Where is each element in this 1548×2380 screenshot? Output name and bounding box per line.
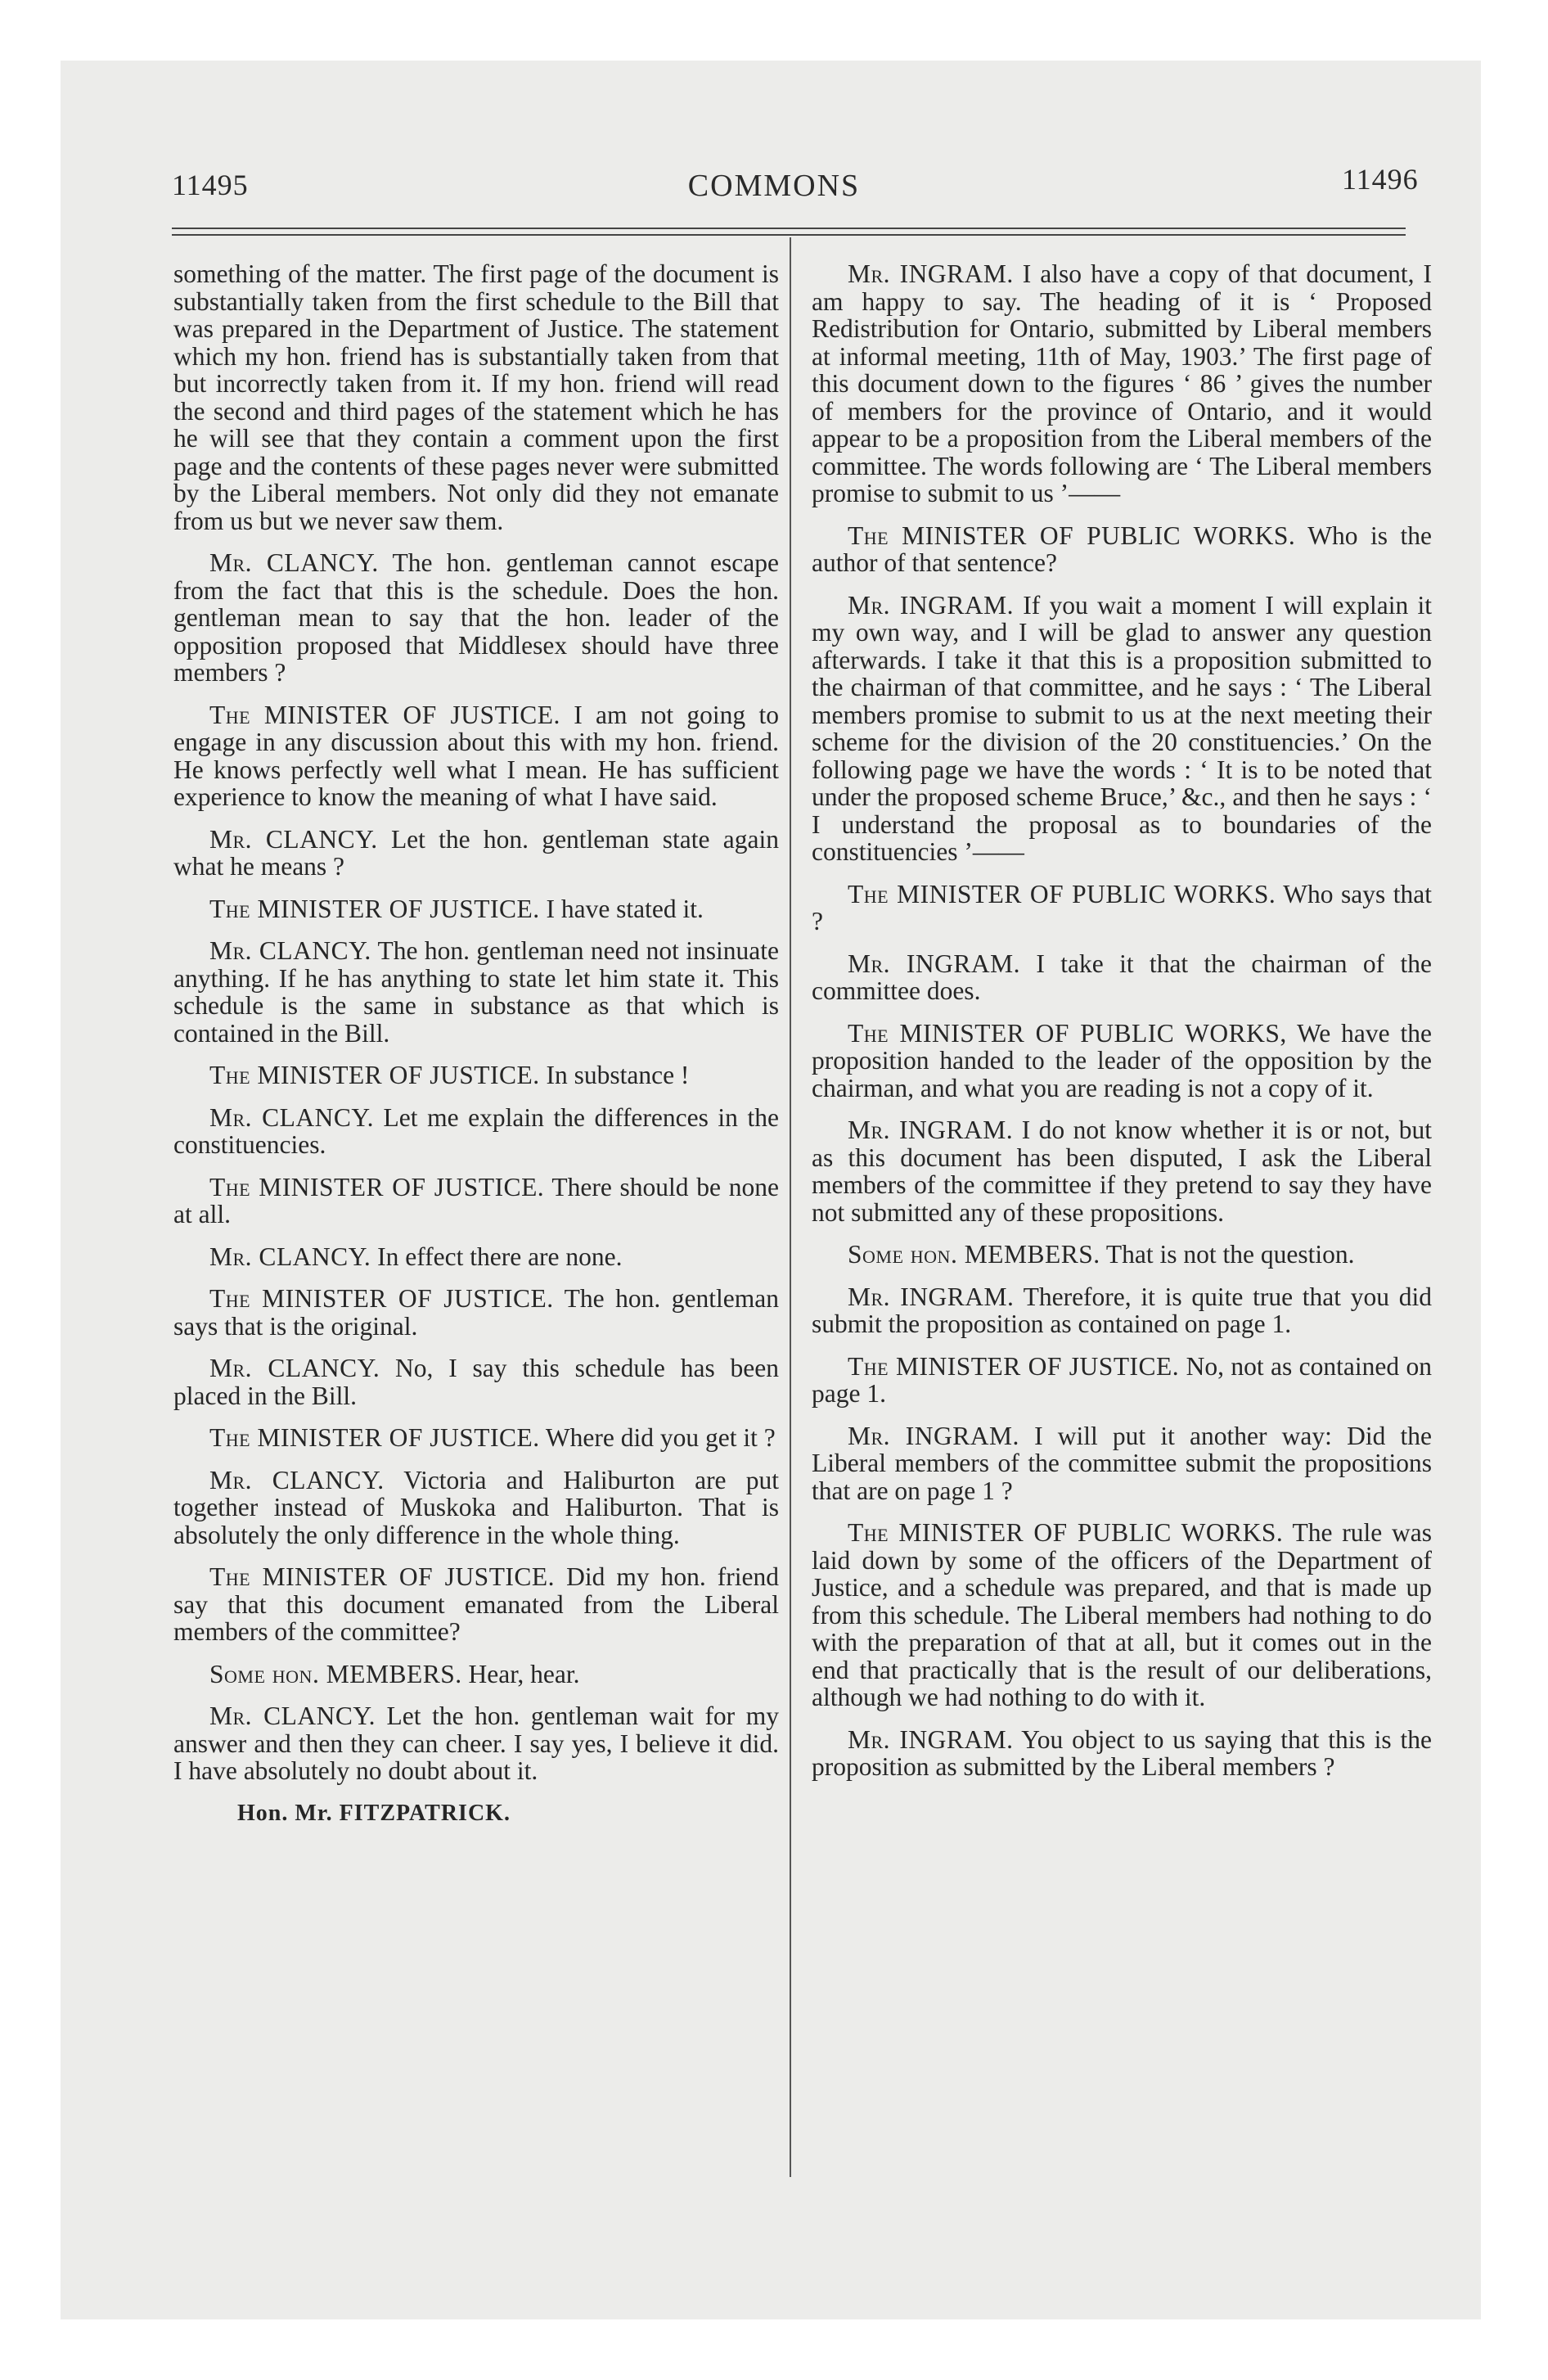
paragraph	[173, 1243, 779, 1271]
speech-text: There should be none at all.	[173, 1172, 779, 1228]
speech-text: Who says that ?	[812, 879, 1432, 935]
speaker: Mr. INGRAM.	[848, 1421, 1019, 1450]
speaker: Mr. CLANCY.	[209, 1242, 371, 1271]
left-column	[173, 260, 779, 1827]
speech-text: Let the hon. gentleman state again what he means ?	[173, 824, 779, 881]
paragraph	[173, 1062, 779, 1089]
speaker: The MINISTER OF PUBLIC WORKS.	[848, 879, 1276, 908]
left-page-number: 11495	[172, 169, 249, 201]
paragraph	[812, 1726, 1432, 1781]
right-column	[812, 260, 1432, 1796]
speech-text: Where did you get it ?	[545, 1423, 776, 1452]
paragraph	[812, 1519, 1432, 1711]
speech-text: I do not know whether it is or not, but as this document has been disputed, I ask the Liberal members of the committee if they pretend to say they have not submitted any of these propositions.	[812, 1116, 1432, 1227]
speaker: Some hon. MEMBERS.	[848, 1240, 1100, 1269]
speech-text: In effect there are none.	[377, 1242, 623, 1271]
right-page-number: 11496	[1342, 163, 1419, 196]
speaker: Mr. INGRAM.	[848, 949, 1021, 978]
paragraph	[812, 1020, 1432, 1102]
speech-text: Therefore, it is quite true that you did submit the proposition as contained on page 1.	[812, 1282, 1432, 1338]
speech-text: We have the proposition handed to the leader of the opposition by the chairman, and what you are reading is not a copy of it.	[812, 1018, 1432, 1102]
speaker: The MINISTER OF JUSTICE.	[209, 1284, 554, 1313]
speech-text: No, I say this schedule has been placed in the Bill.	[173, 1354, 779, 1410]
speech-text: The rule was laid down by some of the officers of the Department of Justice, and a schedule was prepared, and that is made up from this schedule. The Liberal members had nothing to do with the preparation of that at all, but it comes out in the end that practically that is the result of our deliberations, although we had nothing to do with it.	[812, 1518, 1432, 1711]
paragraph	[812, 950, 1432, 1005]
speech-text: I also have a copy of that document, I am happy to say. The heading of it is ‘ Proposed Redistribution for Ontario, submitted by Liberal members at informal meeting, 11th of May, 1903.’ The first page of this document down to the figures ‘ 86 ’ gives the number of members for the province of Ontario, and it would appear to be a proposition from the Liberal members of the committee. The words following are ‘ The Liberal members promise to submit to us ’——	[812, 259, 1433, 507]
speaker: Mr. CLANCY.	[209, 1465, 385, 1494]
speech-text: I take it that the chairman of the committee does.	[812, 949, 1432, 1005]
paragraph	[812, 1283, 1432, 1338]
speech-text: That is not the question.	[1105, 1240, 1355, 1269]
speech-text: I will put it another way: Did the Liberal members of the committee submit the propositions that are on page 1 ?	[812, 1421, 1433, 1505]
speech-text: Did my hon. friend say that this document emanated from the Liberal members of the committee?	[173, 1562, 779, 1646]
paragraph	[173, 937, 779, 1047]
speech-text: The hon. gentleman need not insinuate anything. If he has anything to state let him state it. This schedule is the same in substance as that which is contained in the Bill.	[173, 936, 779, 1048]
speaker: The MINISTER OF JUSTICE.	[209, 894, 540, 923]
paragraph	[173, 1174, 779, 1228]
speaker: The MINISTER OF PUBLIC WORKS,	[848, 1018, 1287, 1048]
speech-text: The hon. gentleman cannot escape from the fact that this is the schedule. Does the hon. gentleman mean to say that the hon. leader of the opposition proposed that Middlesex should have three members ?	[173, 548, 779, 687]
column-divider	[790, 237, 791, 2177]
speaker: The MINISTER OF JUSTICE.	[209, 700, 560, 729]
speech-text: Who is the author of that sentence?	[812, 521, 1433, 577]
speech-text: something of the matter. The first page of the document is substantially taken from the first schedule to the Bill that was prepared in the Department of Justice. The statement which my hon. friend has is substantially taken from that but incorrectly taken from it. If my hon. friend will read the second and third pages of the statement which he has he will see that they contain a comment upon the first page and the contents of these pages never were submitted by the Liberal members. Not only did they not emanate from us but we never saw them.	[173, 259, 779, 535]
speech-text: If you wait a moment I will explain it my own way, and I will be glad to answer any question afterwards. I take it that this is a proposition submitted to the chairman of that committee, and he says : ‘ The Liberal members promise to submit to us at the next meeting their scheme for the division of the 20 constituencies.’ On the following page we have the words : ‘ It is to be noted that under the proposed scheme Bruce,’ &c., and then he says : ‘ I understand the proposal as to boundaries of the constituencies ’——	[812, 590, 1432, 866]
speaker: The MINISTER OF PUBLIC WORKS.	[848, 521, 1296, 550]
speaker: Mr. INGRAM.	[848, 1116, 1014, 1144]
speech-text: I have stated it.	[546, 894, 704, 923]
speaker: Mr. CLANCY.	[209, 1102, 374, 1132]
speech-text: Victoria and Haliburton are put together instead of Muskoka and Haliburton. That is absolutely the only difference in the whole thing.	[173, 1465, 779, 1549]
paragraph	[173, 1702, 779, 1785]
paragraph	[173, 1104, 779, 1159]
paragraph	[173, 1661, 779, 1688]
paragraph	[812, 260, 1432, 507]
speaker: Mr. CLANCY.	[209, 548, 379, 577]
speaker: The MINISTER OF JUSTICE.	[209, 1061, 540, 1089]
paragraph	[812, 1241, 1432, 1269]
speaker: Mr. INGRAM.	[848, 1282, 1015, 1311]
speaker: Mr. CLANCY.	[209, 1702, 376, 1730]
speaker: Mr. INGRAM.	[848, 590, 1014, 620]
paragraph	[812, 1422, 1432, 1505]
speaker: The MINISTER OF PUBLIC WORKS.	[848, 1518, 1284, 1547]
header-rule-top	[172, 228, 1406, 229]
paragraph	[173, 1467, 779, 1549]
speaker: The MINISTER OF JUSTICE.	[209, 1562, 556, 1591]
speech-text: No, not as contained on page 1.	[812, 1351, 1433, 1408]
speech-text: You object to us saying that this is the proposition as submitted by the Liberal members ?	[812, 1724, 1432, 1781]
speaker: Mr. INGRAM.	[848, 259, 1014, 288]
header-rule-bottom	[172, 234, 1406, 236]
speaker: Mr. CLANCY.	[209, 1354, 380, 1382]
speech-text: I am not going to engage in any discussion about this with my hon. friend. He knows perfectly well what I mean. He has sufficient experience to know the meaning of what I have said.	[173, 700, 780, 811]
speaker-signature: Hon. Mr. FITZPATRICK.	[237, 1800, 511, 1826]
paragraph	[173, 826, 779, 881]
speaker: The MINISTER OF JUSTICE.	[848, 1351, 1180, 1381]
paragraph	[173, 1424, 779, 1452]
speaker: Some hon. MEMBERS.	[209, 1659, 462, 1688]
speaker: Mr. CLANCY.	[209, 936, 371, 965]
paragraph	[173, 895, 779, 923]
speaker: Mr. INGRAM.	[848, 1724, 1014, 1754]
paragraph	[173, 1355, 779, 1409]
paragraph	[173, 1563, 779, 1646]
paragraph	[173, 549, 779, 687]
paragraph	[173, 701, 779, 811]
paragraph	[812, 1353, 1432, 1408]
paragraph	[173, 1285, 779, 1340]
speech-text: Hear, hear.	[468, 1659, 580, 1688]
speaker: The MINISTER OF JUSTICE.	[209, 1423, 540, 1452]
speech-text: The hon. gentleman says that is the original.	[173, 1284, 780, 1341]
paragraph	[812, 592, 1432, 866]
speaker: The MINISTER OF JUSTICE.	[209, 1172, 545, 1201]
paragraph	[173, 260, 779, 534]
speech-text: Let me explain the differences in the constituencies.	[173, 1102, 779, 1159]
page-title: COMMONS	[687, 169, 861, 203]
paragraph	[812, 522, 1432, 577]
speech-text: In substance !	[546, 1061, 690, 1089]
paragraph	[812, 881, 1432, 935]
speaker: Mr. CLANCY.	[209, 824, 378, 854]
speech-text: Let the hon. gentleman wait for my answer and then they can cheer. I say yes, I believe it did. I have absolutely no doubt about it.	[173, 1702, 779, 1785]
paragraph	[812, 1116, 1432, 1226]
